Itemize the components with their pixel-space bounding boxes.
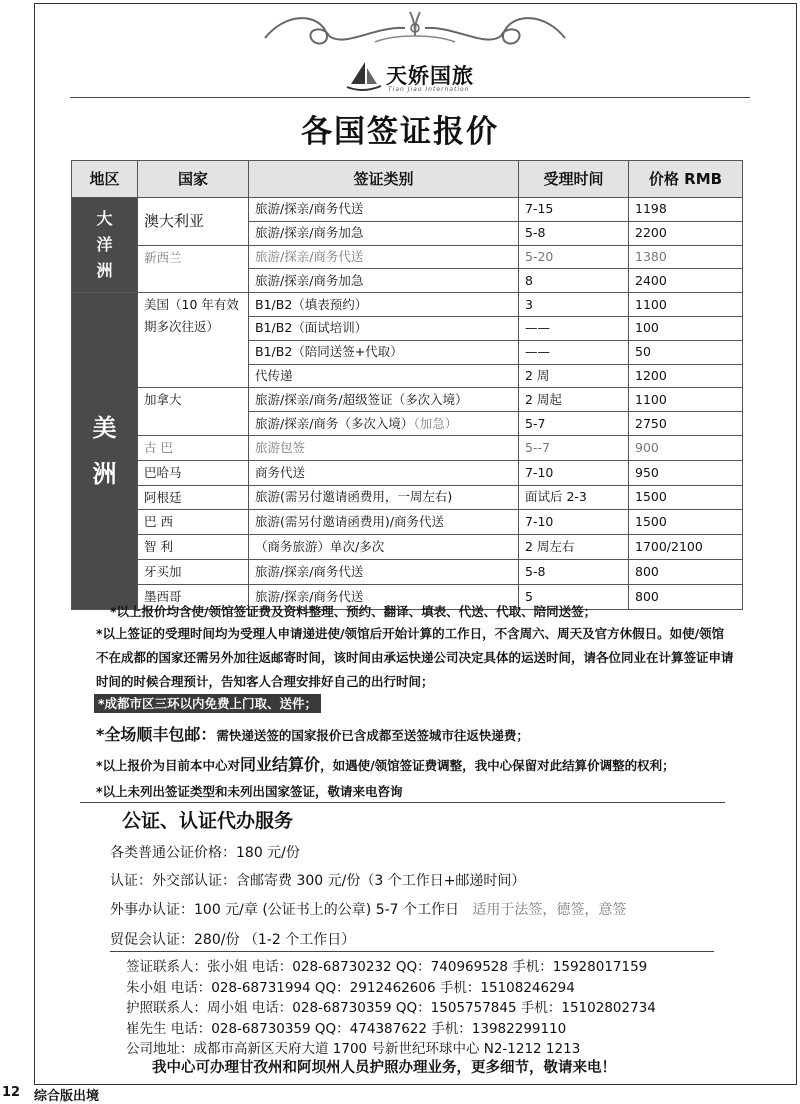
note-inquiry: *以上未列出签证类型和未列出国家签证，敬请来电咨询 [96,784,403,799]
services-title: 公证、认证代办服务 [122,810,294,832]
visa-type: 旅游包签 [249,435,519,460]
region-label-americas: 美洲 [92,413,117,488]
table-row [72,293,743,317]
visa-type: 旅游/探亲/商务加急 [249,221,519,245]
note-processing-time: *以上签证的受理时间均为受理人申请递进使/领馆后开始计算的工作日，不含周六、周天及官方休假日。如使/领馆不在成都的国家还需另外加往返邮寄时间，该时间由承运快递公司决定具体的运送时间，请各位同业在计算签证申请时间的时候合理预计，告知客人合理安排好自己的出行时间； [96,626,734,689]
price: 800 [629,584,743,609]
processing-time: 5-7 [519,412,629,436]
country-mexico: 墨西哥 [138,584,249,609]
visa-type-main: 旅游/探亲/商务（多次入境） [255,415,414,431]
service-mfa-certification: 认证：外交部认证：含邮寄费 300 元/份（3 个工作日+邮递时间） [110,873,526,889]
col-header-country: 国家 [138,161,249,198]
table-row [72,245,743,269]
price: 1700/2100 [629,535,743,560]
section-label: 综合版出境 [34,1089,100,1104]
col-header-region: 地区 [72,161,138,198]
table-row [72,485,743,510]
note-free-shipping-text: 需快递送签的国家报价已含成都至送签城市往返快递费； [216,728,529,743]
price: 1380 [629,245,743,269]
visa-type: 旅游/探亲/商务代送 [249,245,519,269]
price: 900 [629,435,743,460]
visa-type: 旅游(需另付邀请函费用，一周左右) [249,485,519,510]
visa-type: B1/B2（陪同送签+代取） [249,340,519,364]
processing-time: 5-8 [519,559,629,584]
table-row [72,198,743,222]
col-header-price: 价格 RMB [629,161,743,198]
country-new-zealand: 新西兰 [138,245,249,293]
processing-time: 7-10 [519,460,629,485]
price: 1100 [629,293,743,317]
price: 2200 [629,221,743,245]
visa-type: 商务代送 [249,460,519,485]
visa-type: 旅游/探亲/商务代送 [249,559,519,584]
contact-cui: 崔先生 电话：028-68730359 QQ：474387622 手机：13982299110 [126,1021,567,1037]
country-bahamas: 巴哈马 [138,460,249,485]
table-row [72,435,743,460]
contact-visa-zhang: 签证联系人：张小姐 电话：028-68730232 QQ：740969528 手机：15928017159 [126,959,648,975]
service-ccpit-certification: 贸促会认证：280/份 （1-2 个工作日） [110,932,356,948]
visa-price-table [71,160,743,610]
note-settlement-price [96,752,675,775]
price: 1198 [629,198,743,222]
note-free-shipping-lead: *全场顺丰包邮： [96,725,217,744]
brand-header [70,56,750,96]
price: 1200 [629,364,743,388]
region-cell-americas [72,293,138,609]
note-inclusions: *以上报价均含使/领馆签证费及资料整理、预约、翻译、填表、代送、代取、陪同送签； [110,604,597,619]
processing-time: 5-8 [519,221,629,245]
country-cuba: 古 巴 [138,435,249,460]
visa-type: 代传递 [249,364,519,388]
visa-type [249,412,519,436]
table-header-row [72,161,743,198]
visa-type-urgent-tag: （加急） [413,415,458,431]
country-chile: 智 利 [138,535,249,560]
contact-visa-zhu: 朱小姐 电话：028-68731994 QQ：2912462606 手机：15108246294 [126,980,575,996]
visa-type: 旅游/探亲/商务/超级签证（多次入境） [249,388,519,412]
col-header-processing-time: 受理时间 [519,161,629,198]
price: 1500 [629,485,743,510]
price: 950 [629,460,743,485]
table-row [72,510,743,535]
brand-name: 天娇国旅 [382,60,478,90]
section-divider [80,802,725,803]
region-label-oceania: 大洋洲 [96,209,113,281]
service-notary-price: 各类普通公证价格：180 元/份 [110,845,300,861]
contact-divider [110,951,714,952]
service-foreign-affairs-certification [110,899,626,919]
country-jamaica: 牙买加 [138,559,249,584]
table-row [72,559,743,584]
processing-time: 8 [519,269,629,293]
country-canada: 加拿大 [138,388,249,436]
note-free-pickup-wrap [94,694,321,712]
country-australia: 澳大利亚 [138,198,249,246]
sailboat-logo-icon [343,60,383,94]
visa-type: B1/B2（面试培训） [249,316,519,340]
country-usa: 美国（10 年有效期多次往返） [138,293,249,388]
price: 1100 [629,388,743,412]
visa-type: 旅游(需另付邀请函费用)/商务代送 [249,510,519,535]
page-title: 各国签证报价 [301,114,499,150]
visa-type: B1/B2（填表预约） [249,293,519,317]
processing-time: 5-20 [519,245,629,269]
note-settlement-a: *以上报价为目前本中心对 [96,758,241,773]
price: 800 [629,559,743,584]
price: 1500 [629,510,743,535]
note-free-shipping [96,722,529,745]
processing-time: 7-15 [519,198,629,222]
contact-passport-zhou: 护照联系人：周小姐 电话：028-68730359 QQ：1505757845 手机：15102802734 [126,1000,656,1016]
processing-time: 7-10 [519,510,629,535]
processing-time: 2 周 [519,364,629,388]
page-number: 12 [2,1085,21,1100]
visa-type: 旅游/探亲/商务代送 [249,584,519,609]
processing-time: —— [519,340,629,364]
table-row [72,388,743,412]
col-header-visa-type: 签证类别 [249,161,519,198]
closing-statement: 我中心可办理甘孜州和阿坝州人员护照办理业务，更多细节，敬请来电！ [152,1060,616,1076]
region-cell-oceania [72,198,138,293]
processing-time: 3 [519,293,629,317]
note-settlement-emphasis: 同业结算价 [240,755,321,774]
note-settlement-b: ，如遇使/领馆签证费调整，我中心保留对此结算价调整的权利； [320,758,675,773]
price: 2400 [629,269,743,293]
processing-time: 2 周左右 [519,535,629,560]
note-free-pickup: *成都市区三环以内免费上门取、送件； [94,694,321,713]
processing-time: 5--7 [519,435,629,460]
ornament-flourish-icon [255,8,575,56]
price: 100 [629,316,743,340]
visa-type: 旅游/探亲/商务加急 [249,269,519,293]
brand-tagline: Tian Jiao Internation [388,86,470,93]
country-argentina: 阿根廷 [138,485,249,510]
header-rule [70,97,750,98]
visa-type: 旅游/探亲/商务代送 [249,198,519,222]
service-foreign-affairs-note: 适用于法签，德签，意签 [472,902,627,918]
country-brazil: 巴 西 [138,510,249,535]
processing-time: 5 [519,584,629,609]
table-row [72,460,743,485]
processing-time: —— [519,316,629,340]
processing-time: 面试后 2-3 [519,485,629,510]
table-row [72,535,743,560]
price: 50 [629,340,743,364]
service-foreign-affairs-text: 外事办认证：100 元/章 (公证书上的公章) 5-7 个工作日 [110,902,460,918]
company-address: 公司地址：成都市高新区天府大道 1700 号新世纪环球中心 N2-1212 1213 [126,1041,581,1057]
processing-time: 2 周起 [519,388,629,412]
price: 2750 [629,412,743,436]
visa-type: （商务旅游）单次/多次 [249,535,519,560]
